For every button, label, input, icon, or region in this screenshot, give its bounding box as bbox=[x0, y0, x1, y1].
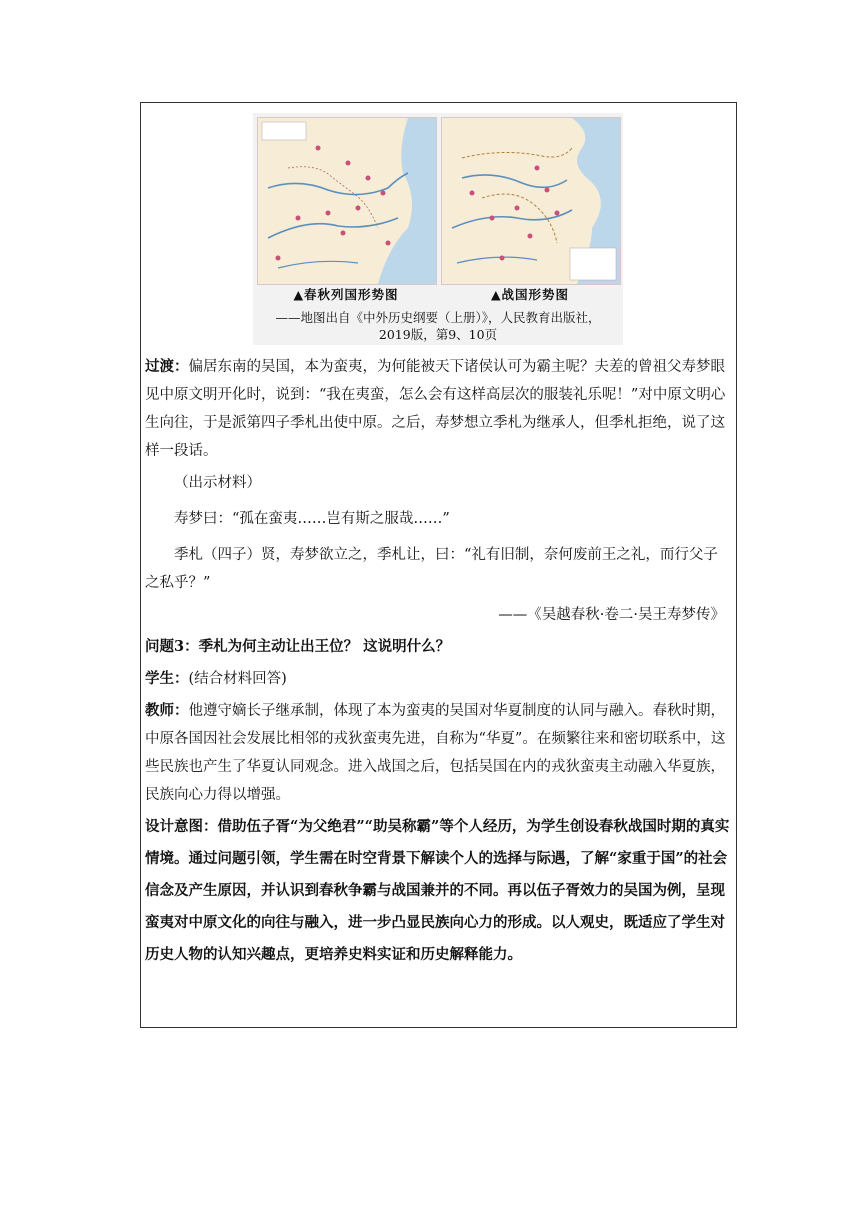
transition-paragraph bbox=[145, 353, 731, 465]
teacher-paragraph bbox=[145, 697, 731, 809]
spring-autumn-map bbox=[257, 117, 437, 285]
student-label: 学生： bbox=[145, 670, 189, 687]
map-source bbox=[253, 309, 623, 343]
transition-label: 过渡： bbox=[145, 358, 189, 375]
lesson-table-cell bbox=[140, 102, 737, 1028]
student-text: (结合材料回答) bbox=[188, 671, 287, 687]
material-note: （出示材料） bbox=[174, 475, 261, 491]
map-right-caption: ▲战国形势图 bbox=[490, 287, 570, 302]
material-quote-1: 寿梦曰：“孤在蛮夷……岂有斯之服哉……” bbox=[174, 511, 450, 527]
design-intent: 设计意图：借助伍子胥“为父绝君”“助吴称霸”等个人经历，为学生创设春秋战国时期的真实情境。通过问题引领，学生需在时空背景下解读个人的选择与际遇，了解“家重于国”的社会信念及产生原因，并认识到春秋争霸与战国兼并的不同。再以伍子胥效力的吴国为例，呈现蛮夷对中原文化的向往与融入，进一步凸显民族向心力的形成。以人观史，既适应了学生对历史人物的认知兴趣点，更培养史料实证和历史解释能力。 bbox=[145, 818, 730, 963]
map-left-caption: ▲春秋列国形势图 bbox=[293, 287, 399, 302]
lesson-body bbox=[145, 353, 731, 971]
student-line bbox=[145, 665, 731, 693]
map-source-line1: ——地图出自《中外历史纲要（上册）》，人民教育出版社， bbox=[275, 310, 601, 325]
transition-text: 偏居东南的吴国，本为蛮夷，为何能被天下诸侯认可为霸主呢？夫差的曾祖父寿梦眼见中原文明开化时，说到：“我在夷蛮，怎么会有这样高层次的服装礼乐呢！”对中原文明心生向往，于是派第四子季札出使中原。之后，寿梦想立季札为继承人，但季札拒绝，说了这样一段话。 bbox=[145, 359, 726, 459]
material-quote-2: 季札（四子）贤，寿梦欲立之，季札让，曰：“礼有旧制，奈何废前王之礼，而行父子之私乎？” bbox=[145, 547, 718, 591]
map-figure bbox=[253, 113, 623, 345]
spring-autumn-map-drawing bbox=[258, 118, 436, 284]
material-citation: ——《吴越春秋·卷二·吴王寿梦传》 bbox=[498, 607, 725, 623]
map-source-line2: 2019版，第9、10页 bbox=[378, 327, 498, 342]
warring-states-map bbox=[441, 117, 621, 285]
warring-states-map-drawing bbox=[442, 118, 620, 284]
question-3: 问题3：季札为何主动让出王位？ 这说明什么？ bbox=[145, 638, 451, 655]
teacher-label: 教师： bbox=[145, 702, 189, 719]
teacher-text: 他遵守嫡长子继承制，体现了本为蛮夷的吴国对华夏制度的认同与融入。春秋时期，中原各国因社会发展比相邻的戎狄蛮夷先进，自称为“华夏”。在频繁往来和密切联系中，这些民族也产生了华夏认同观念。进入战国之后，包括吴国在内的戎狄蛮夷主动融入华夏族，民族向心力得以增强。 bbox=[145, 703, 726, 803]
